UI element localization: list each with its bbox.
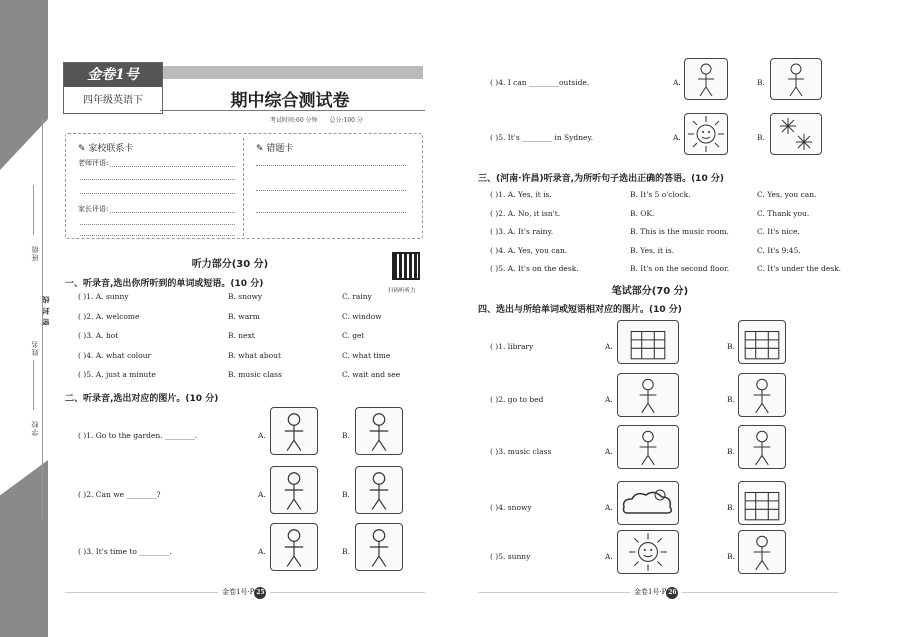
- option-a-label: A.: [605, 342, 613, 351]
- margin-shade-bottom: [0, 460, 48, 637]
- exam-meta: [260, 115, 363, 124]
- option-a-label: A.: [258, 547, 266, 556]
- question-stem: ( )4. A. Yes, you can.: [490, 245, 568, 255]
- parent-comment-label: 家长评语:: [78, 205, 109, 213]
- section-2-title: 二、听录音,选出对应的图片。(10 分): [65, 394, 219, 404]
- option-b: B. OK.: [630, 208, 655, 218]
- option-c: C. what time: [342, 350, 391, 360]
- option-b-label: B.: [342, 490, 350, 499]
- option-c: C. Yes, you can.: [757, 190, 817, 199]
- seal-label: 密 封 线: [41, 295, 50, 326]
- option-a-label: A.: [605, 395, 613, 404]
- option-a-label: A.: [673, 78, 681, 87]
- option-b-label: B.: [342, 547, 350, 556]
- parent-comment-line: [110, 212, 235, 213]
- question-stem: ( )5. sunny: [490, 552, 531, 561]
- question-stem: ( )4. snowy: [490, 503, 532, 512]
- question-stem: ( )5. It's ________ in Sydney.: [490, 133, 594, 142]
- class-blank: [33, 185, 34, 235]
- question-stem: ( )3. music class: [490, 447, 552, 456]
- option-b-picture: [770, 113, 822, 155]
- option-c: C. rainy: [342, 292, 372, 301]
- question-stem: ( )3. A. It's rainy.: [490, 227, 554, 236]
- parent-comment-line: [80, 235, 235, 236]
- option-a-picture: [270, 407, 318, 455]
- option-b: B. next: [228, 331, 255, 340]
- question-stem: ( )1. library: [490, 342, 534, 351]
- margin-shade-top: [0, 0, 48, 170]
- option-b: B. It's 5 o'clock.: [630, 190, 691, 199]
- exam-score: 总分:100 分: [329, 117, 363, 124]
- class-label: 班级: [31, 245, 39, 261]
- option-a-picture: [617, 481, 679, 525]
- parent-comment-line: [80, 224, 235, 225]
- option-b: B. warm: [228, 311, 260, 321]
- option-a-label: A.: [605, 552, 613, 561]
- writing-title: 笔试部分(70 分): [611, 286, 689, 297]
- wrong-card-line: [256, 190, 406, 191]
- option-c: C. It's nice.: [757, 227, 800, 236]
- section-1-title: 一、听录音,选出你所听到的单词或短语。(10 分): [65, 279, 264, 289]
- option-b-label: B.: [727, 447, 735, 456]
- question-stem: ( )4. I can ________outside.: [490, 78, 590, 87]
- grade-label: 四年级英语下: [83, 95, 143, 106]
- brand-box: [63, 62, 163, 114]
- listening-title: 听力部分(30 分): [191, 259, 269, 270]
- exam-time: 考试时间:60 分钟: [270, 117, 318, 124]
- option-b-picture: [738, 530, 786, 574]
- option-b-label: B.: [727, 395, 735, 404]
- option-b: B. snowy: [228, 292, 263, 301]
- name-blank: [33, 360, 34, 410]
- title-bar: [163, 66, 423, 79]
- option-b-picture: [738, 373, 786, 417]
- option-b: B. It's on the second floor.: [630, 264, 730, 273]
- option-a-picture: [617, 425, 679, 469]
- option-b: B. This is the music room.: [630, 227, 729, 236]
- option-c: C. It's 9:45.: [757, 245, 801, 255]
- question-stem: ( )3. It's time to ________.: [78, 547, 172, 556]
- question-stem: ( )1. A. Yes, it is.: [490, 190, 552, 199]
- name-label: 姓名: [31, 340, 39, 356]
- option-b-label: B.: [727, 503, 735, 512]
- option-c: C. It's under the desk.: [757, 264, 842, 273]
- card-divider: [243, 138, 244, 236]
- question-stem: ( )2. A. welcome: [78, 311, 140, 321]
- question-stem: ( )5. A. It's on the desk.: [490, 264, 579, 273]
- brand-logo: 金卷1号: [64, 63, 162, 87]
- teacher-comment-line: [80, 193, 235, 194]
- question-stem: ( )1. Go to the garden. ________.: [78, 431, 198, 440]
- option-a-picture: [617, 530, 679, 574]
- option-b-picture: [355, 407, 403, 455]
- option-b-label: B.: [727, 552, 735, 561]
- wrong-card-line: [256, 212, 406, 213]
- question-stem: ( )2. Can we ________?: [78, 490, 161, 499]
- section-4-title: 四、选出与所给单词或短语相对应的图片。(10 分): [478, 305, 682, 315]
- qr-code[interactable]: [392, 252, 420, 280]
- option-a-label: A.: [605, 503, 613, 512]
- option-b-label: B.: [342, 431, 350, 440]
- question-stem: ( )3. A. hot: [78, 331, 119, 340]
- option-b-label: B.: [757, 133, 765, 142]
- option-a-label: A.: [673, 133, 681, 142]
- teacher-comment-line: [80, 179, 235, 180]
- title-rule: [160, 110, 425, 111]
- option-b-picture: [738, 320, 786, 364]
- question-stem: ( )1. A. sunny: [78, 292, 129, 301]
- question-stem: ( )4. A. what colour: [78, 350, 152, 360]
- option-a-picture: [617, 320, 679, 364]
- question-stem: ( )2. A. No, it isn't.: [490, 208, 561, 218]
- question-stem: ( )5. A. just a minute: [78, 370, 156, 379]
- option-b: B. music class: [228, 370, 282, 379]
- wrong-card-title: ✎ 错题卡: [256, 144, 294, 154]
- question-stem: ( )2. go to bed: [490, 395, 544, 404]
- teacher-comment-line: [110, 166, 235, 167]
- option-b: B. Yes, it is.: [630, 245, 675, 255]
- option-c: C. window: [342, 311, 382, 321]
- option-b-picture: [738, 481, 786, 525]
- section-3-title: 三、(河南·许昌)听录音,为所听句子选出正确的答语。(10 分): [478, 174, 724, 184]
- option-a-picture: [270, 466, 318, 514]
- option-a-picture: [684, 113, 728, 155]
- option-a-picture: [617, 373, 679, 417]
- exam-title: 期中综合测试卷: [230, 91, 350, 111]
- school-label: 学校: [31, 420, 39, 436]
- option-a-label: A.: [605, 447, 613, 456]
- margin-strip: [0, 0, 48, 637]
- option-b-label: B.: [727, 342, 735, 351]
- page-number-right: 金卷1号·P 26: [630, 586, 682, 598]
- option-c: C. get: [342, 331, 365, 340]
- option-b-picture: [770, 58, 822, 100]
- option-b: B. what about: [228, 350, 282, 360]
- option-b-picture: [738, 425, 786, 469]
- option-b-label: B.: [757, 78, 765, 87]
- option-a-picture: [270, 523, 318, 571]
- teacher-comment-label: 老师评语:: [78, 159, 109, 167]
- option-c: C. wait and see: [342, 370, 401, 379]
- qr-caption: 扫码听听力: [388, 288, 416, 294]
- option-c: C. Thank you.: [757, 208, 810, 218]
- option-a-picture: [684, 58, 728, 100]
- option-a-label: A.: [258, 490, 266, 499]
- option-a-label: A.: [258, 431, 266, 440]
- home-school-card-title: ✎ 家校联系卡: [78, 144, 134, 154]
- wrong-card-line: [256, 165, 406, 166]
- option-b-picture: [355, 523, 403, 571]
- page-number-left: 金卷1号·P 25: [218, 586, 270, 598]
- option-b-picture: [355, 466, 403, 514]
